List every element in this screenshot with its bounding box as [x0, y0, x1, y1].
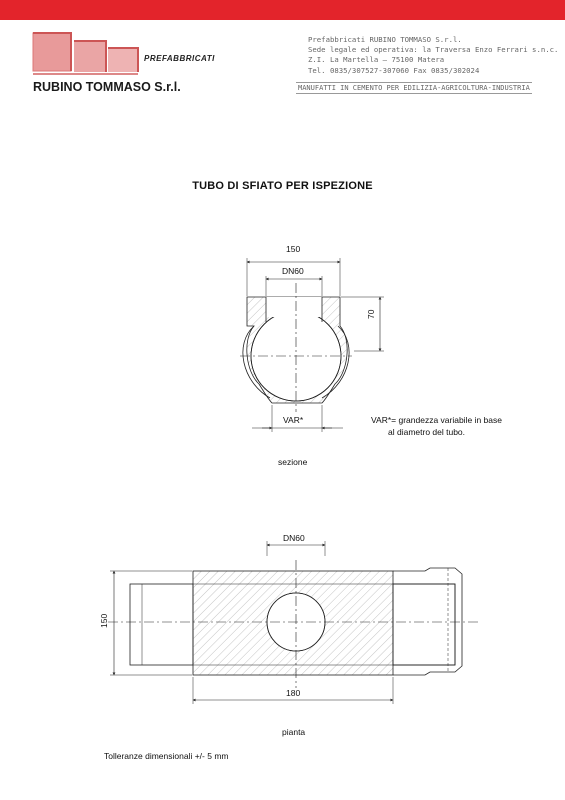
- company-address: [308, 35, 558, 76]
- company-logo: [33, 33, 138, 75]
- plan-dim-length: 180: [286, 688, 301, 698]
- address-line: Sede legale ed operativa: la Traversa Enzo Ferrari s.n.c.: [308, 45, 559, 55]
- section-view-drawing: [240, 258, 384, 432]
- plan-dim-dn: DN60: [283, 533, 305, 543]
- drawing-title: TUBO DI SFIATO PER ISPEZIONE: [192, 180, 373, 192]
- section-dim-dn: DN60: [282, 266, 304, 276]
- plan-dim-height: 150: [99, 613, 109, 628]
- company-name: RUBINO TOMMASO S.r.l.: [33, 80, 181, 94]
- section-note-line2: al diametro del tubo.: [388, 427, 466, 437]
- plan-caption: pianta: [282, 727, 306, 737]
- section-caption: sezione: [278, 457, 308, 467]
- address-line: Tel. 0835/307527-307060 Fax 0835/302024: [308, 65, 480, 75]
- address-line: Prefabbricati RUBINO TOMMASO S.r.l.: [308, 35, 462, 44]
- section-dim-height: 70: [366, 309, 376, 319]
- tolerance-note: Tolleranze dimensionali +/- 5 mm: [104, 751, 229, 761]
- address-line: Z.I. La Martella — 75100 Matera: [308, 55, 445, 65]
- plan-view-drawing: [108, 541, 480, 704]
- section-dim-var: VAR*: [283, 415, 304, 425]
- section-note-line1: VAR*= grandezza variabile in base: [371, 415, 502, 425]
- logo-wordmark: PREFABBRICATI: [144, 54, 215, 63]
- company-tagline: MANUFATTI IN CEMENTO PER EDILIZIA-AGRICOLTURA-INDUSTRIA: [298, 84, 530, 92]
- section-dim-width: 150: [286, 244, 301, 254]
